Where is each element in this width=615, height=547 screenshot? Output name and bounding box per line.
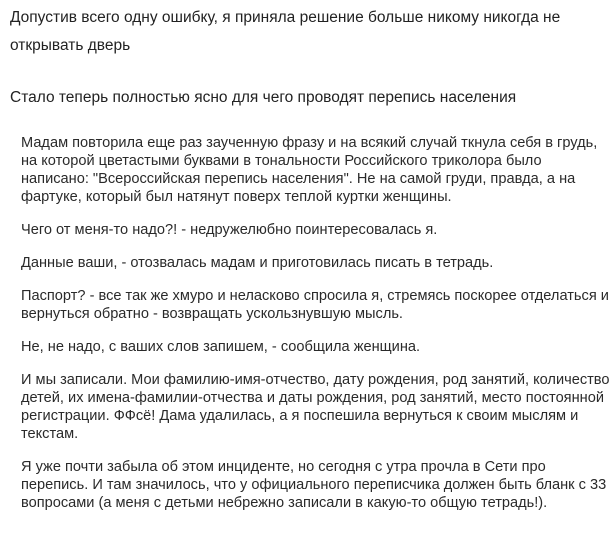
article-paragraph-3: Данные ваши, - отозвалась мадам и приготовилась писать в тетрадь. (21, 255, 494, 271)
article-paragraph-2: Чего от меня-то надо?! - недружелюбно поинтересовалась я. (21, 222, 438, 238)
article-paragraph-5: Не, не надо, с ваших слов запишем, - сообщила женщина. (21, 339, 421, 355)
article-title: Допустив всего одну ошибку, я приняла решение больше никому никогда не открывать дверь (10, 9, 561, 54)
article-header (10, 4, 610, 108)
article-paragraph-6: И мы записали. Мои фамилию-имя-отчество, дату рождения, род занятий, количество детей, их имена-фамилии-отчества и даты рождения, род занятий, место постоянной регистрации. ФФсё! Дама удалилась, а я поспешила вернуться к своим мыслям и текстам. (21, 372, 610, 442)
article-paragraph-7: Я уже почти забыла об этом инциденте, но сегодня с утра прочла в Сети про перепись. И там значилось, что у официального переписчика должен быть бланк с 33 вопросами (а меня с детьми небрежно записали в какую-то общую тетрадь!). (21, 459, 607, 511)
article-subtitle: Стало теперь полностью ясно для чего проводят перепись населения (10, 89, 517, 106)
article-paragraph-1: Мадам повторила еще раз заученную фразу и на всякий случай ткнула себя в грудь, на которой цветастыми буквами в тональности Российского триколора было написано: "Всероссийская перепись населения". Не на самой груди, правда, а на фартуке, который был натянут поверх теплой куртки женщины. (21, 135, 598, 205)
article-body (21, 134, 611, 527)
article-paragraph-4: Паспорт? - все так же хмуро и неласково спросила я, стремясь поскорее отделаться и вернуться обратно - возвращать ускользнувшую мысль. (21, 288, 609, 322)
